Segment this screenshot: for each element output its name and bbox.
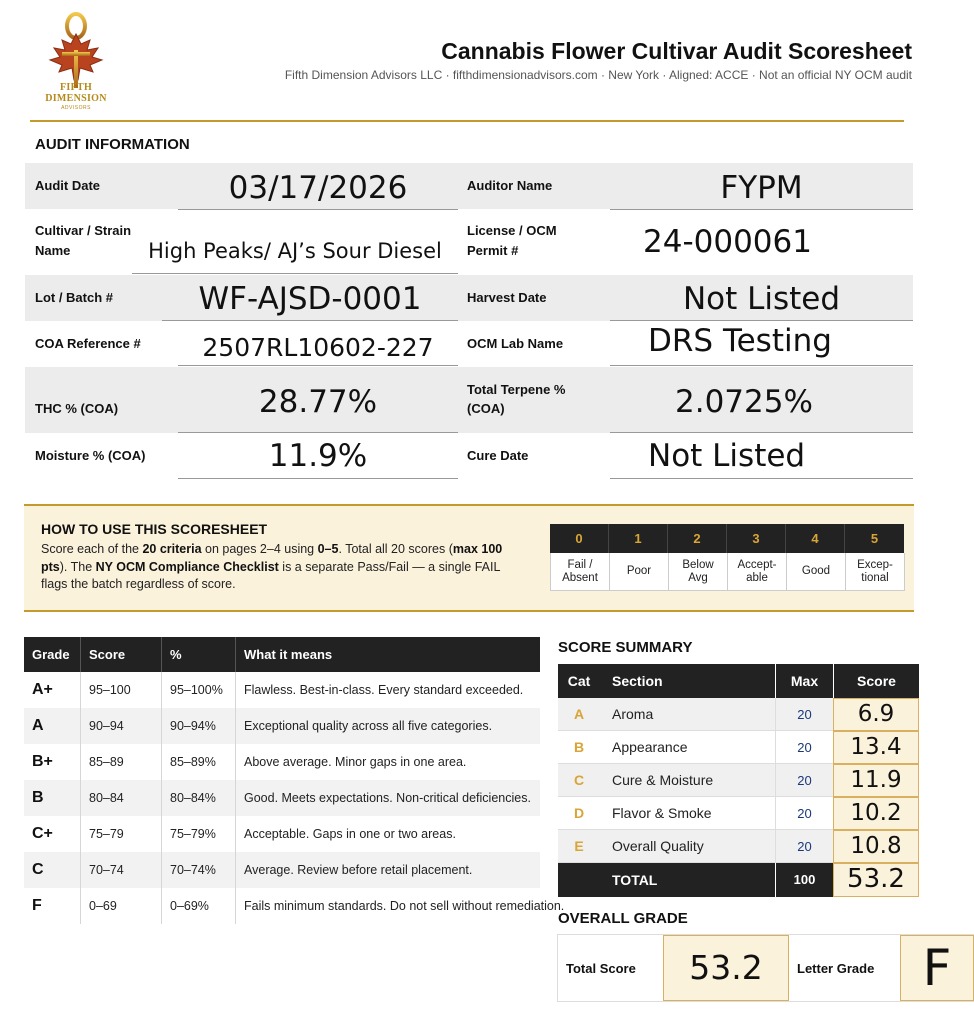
section-name: Flavor & Smoke — [612, 805, 712, 821]
thc-field[interactable]: 28.77% — [178, 370, 458, 433]
license-field[interactable]: 24-000061 — [643, 224, 812, 260]
score-summary-row — [558, 698, 919, 731]
percent-range-cell: 75–79% — [162, 816, 236, 852]
header-cat: Cat — [567, 673, 591, 689]
score-range-cell: 85–89 — [81, 744, 162, 780]
grade-cell: C+ — [24, 816, 81, 852]
grade-cell: F — [24, 888, 81, 924]
category-letter: D — [573, 805, 585, 821]
percent-range-cell: 80–84% — [162, 780, 236, 816]
score-summary-table — [558, 664, 919, 897]
score-range-cell: 0–69 — [81, 888, 162, 924]
score-range-cell: 75–79 — [81, 816, 162, 852]
lot-label: Lot / Batch # — [35, 290, 114, 305]
section-score-field[interactable]: 10.2 — [833, 797, 919, 830]
moisture-label: Moisture % (COA) — [35, 448, 146, 463]
auditor-name-field[interactable]: FYPM — [610, 166, 913, 210]
header-grade: Grade — [24, 637, 81, 672]
header-score: Score — [81, 637, 162, 672]
coa-ref-label: COA Reference # — [35, 336, 141, 351]
grade-row — [24, 780, 540, 816]
header-divider — [30, 120, 904, 122]
section-score-field[interactable]: 11.9 — [833, 764, 919, 797]
lab-name-label: OCM Lab Name — [467, 336, 564, 351]
scale-score: 1 — [609, 524, 668, 553]
audit-date-field[interactable]: 03/17/2026 — [178, 166, 458, 210]
section-name: Cure & Moisture — [612, 772, 714, 788]
scale-score: 3 — [727, 524, 786, 553]
grade-table-header — [24, 637, 540, 672]
scale-label: Poor — [610, 553, 669, 591]
overall-grade-title: OVERALL GRADE — [558, 910, 688, 927]
page-subtitle: Fifth Dimension Advisors LLC · fifthdimensionadvisors.com · New York · Aligned: ACCE · Not an official NY OCM audit — [284, 68, 912, 82]
scoring-scale — [550, 524, 906, 591]
percent-range-cell: 0–69% — [162, 888, 236, 924]
percent-range-cell: 95–100% — [162, 672, 236, 708]
section-name: Aroma — [612, 706, 654, 722]
howto-title: HOW TO USE THIS SCORESHEET — [41, 521, 268, 537]
meaning-cell: Above average. Minor gaps in one area. — [244, 755, 467, 769]
section-score-field[interactable]: 13.4 — [833, 731, 919, 764]
total-max: 100 — [775, 863, 833, 897]
max-points: 20 — [775, 764, 833, 796]
cure-date-label: Cure Date — [467, 448, 529, 463]
score-summary-title: SCORE SUMMARY — [558, 639, 693, 656]
scale-label: Excep- tional — [846, 553, 905, 591]
header-percent: % — [162, 637, 236, 672]
lot-field[interactable]: WF-AJSD-0001 — [162, 277, 458, 321]
cure-date-field[interactable]: Not Listed — [610, 436, 913, 479]
total-label: TOTAL — [612, 872, 658, 888]
meaning-cell: Exceptional quality across all five categories. — [244, 719, 493, 733]
section-score-field[interactable]: 6.9 — [833, 698, 919, 731]
scale-label: Below Avg — [669, 553, 728, 591]
cultivar-label-line2: Name — [35, 243, 71, 258]
scale-label: Accept- able — [728, 553, 787, 591]
scale-score: 0 — [550, 524, 609, 553]
score-summary-row — [558, 797, 919, 830]
scale-score: 2 — [668, 524, 727, 553]
coa-ref-field[interactable]: 2507RL10602-227 — [178, 326, 458, 366]
cultivar-label-line1: Cultivar / Strain — [35, 223, 132, 238]
score-summary-row — [558, 731, 919, 764]
grade-table — [24, 637, 565, 924]
scale-label: Fail / Absent — [551, 553, 610, 591]
section-score-field[interactable]: 10.8 — [833, 830, 919, 863]
cultivar-field[interactable]: High Peaks/ AJ’s Sour Diesel — [132, 234, 458, 274]
header-max: Max — [775, 664, 833, 698]
header-meaning: What it means — [236, 637, 540, 672]
max-points: 20 — [775, 731, 833, 763]
harvest-date-label: Harvest Date — [467, 290, 547, 305]
moisture-field[interactable]: 11.9% — [178, 436, 458, 479]
meaning-cell: Flawless. Best-in-class. Every standard exceeded. — [244, 683, 524, 697]
terpene-label-line1: Total Terpene % — [467, 382, 566, 397]
logo-subtext: ADVISORS — [61, 105, 91, 111]
category-letter: C — [573, 772, 585, 788]
score-range-cell: 80–84 — [81, 780, 162, 816]
grade-cell: A+ — [24, 672, 81, 708]
meaning-cell: Good. Meets expectations. Non-critical deficiencies. — [244, 791, 531, 805]
category-letter: A — [573, 706, 585, 722]
harvest-date-field[interactable]: Not Listed — [610, 277, 913, 321]
score-summary-row — [558, 830, 919, 863]
meaning-cell: Fails minimum standards. Do not sell without remediation. — [244, 899, 565, 913]
total-row — [558, 863, 919, 897]
total-score-field[interactable]: 53.2 — [833, 863, 919, 897]
thc-label: THC % (COA) — [35, 401, 119, 416]
category-letter: B — [573, 739, 585, 755]
section-name: Overall Quality — [612, 838, 704, 854]
category-letter: E — [574, 838, 584, 854]
grade-row — [24, 744, 540, 780]
grade-row — [24, 816, 540, 852]
grade-cell: C — [24, 852, 81, 888]
score-summary-row — [558, 764, 919, 797]
logo-wordmark: FIFTH DIMENSION — [45, 82, 107, 104]
audit-date-label: Audit Date — [35, 178, 100, 193]
overall-total-score-field[interactable]: 53.2 — [663, 935, 789, 1001]
total-score-label: Total Score — [566, 961, 636, 976]
grade-cell: B — [24, 780, 81, 816]
grade-row — [24, 708, 540, 744]
license-label-line2: Permit # — [467, 243, 519, 258]
howto-text: Score each of the 20 criteria on pages 2–4 using 0–5. Total all 20 scores (max 100 pts). The NY OCM Compliance Checklist is a separate Pass/Fail — a single FAIL flags the batch regardless of score. — [41, 542, 503, 591]
grade-row — [24, 672, 540, 708]
score-range-cell: 70–74 — [81, 852, 162, 888]
grade-row — [24, 888, 565, 924]
grade-cell: A — [24, 708, 81, 744]
header-section: Section — [612, 673, 663, 689]
audit-info-title: AUDIT INFORMATION — [35, 136, 190, 153]
percent-range-cell: 90–94% — [162, 708, 236, 744]
maple-leaf-ankh-icon — [38, 10, 114, 90]
max-points: 20 — [775, 830, 833, 862]
grade-cell: B+ — [24, 744, 81, 780]
letter-grade-field[interactable]: F — [900, 935, 974, 1001]
grade-row — [24, 852, 540, 888]
license-label-line1: License / OCM — [467, 223, 557, 238]
lab-name-field[interactable]: DRS Testing — [610, 322, 913, 366]
max-points: 20 — [775, 797, 833, 829]
score-summary-header — [558, 664, 919, 698]
scale-score: 5 — [845, 524, 904, 553]
auditor-name-label: Auditor Name — [467, 178, 553, 193]
section-name: Appearance — [612, 739, 688, 755]
scale-score: 4 — [786, 524, 845, 553]
meaning-cell: Acceptable. Gaps in one or two areas. — [244, 827, 456, 841]
terpene-label-line2: (COA) — [467, 401, 505, 416]
score-range-cell: 95–100 — [81, 672, 162, 708]
percent-range-cell: 70–74% — [162, 852, 236, 888]
max-points: 20 — [775, 698, 833, 730]
percent-range-cell: 85–89% — [162, 744, 236, 780]
header-score: Score — [833, 664, 919, 698]
page-title: Cannabis Flower Cultivar Audit Scoresheet — [441, 38, 912, 64]
terpene-field[interactable]: 2.0725% — [610, 370, 913, 433]
meaning-cell: Average. Review before retail placement. — [244, 863, 473, 877]
scale-label: Good — [787, 553, 846, 591]
letter-grade-label: Letter Grade — [797, 961, 875, 976]
score-range-cell: 90–94 — [81, 708, 162, 744]
